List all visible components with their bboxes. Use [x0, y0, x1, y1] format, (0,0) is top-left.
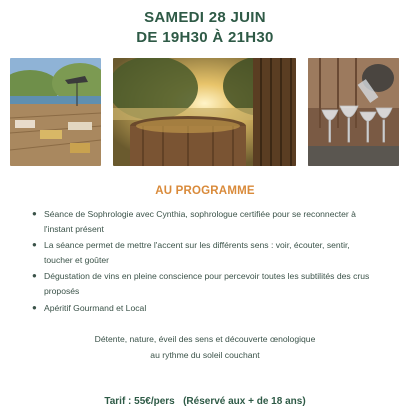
bullet-icon: ● — [32, 271, 37, 281]
sunset-hot-tub-photo — [113, 58, 296, 166]
bullet-icon: ● — [32, 209, 37, 218]
tagline-line-1: Détente, nature, éveil des sens et découverte œnologique — [94, 334, 316, 344]
bullet-icon: ● — [32, 302, 37, 312]
bullet-icon: ● — [32, 240, 37, 250]
event-date: SAMEDI 28 JUIN — [144, 9, 266, 26]
list-item-text: La séance permet de mettre l'accent sur les différents sens : voir, écouter, sentir, toucher et goûter — [44, 240, 350, 265]
list-item-text: Apéritif Gourmand et Local — [44, 302, 147, 313]
program-list — [28, 207, 378, 317]
program-heading: AU PROGRAMME — [155, 185, 255, 197]
list-item-text: Séance de Sophrologie avec Cynthia, sophrologue certifiée pour se reconnecter à l'instant présent — [44, 209, 356, 234]
list-item-text: Dégustation de vins en pleine conscience pour percevoir toutes les subtilités des crus proposés — [44, 271, 370, 296]
wine-glasses-photo — [308, 58, 399, 166]
list-item — [28, 301, 378, 316]
outdoor-lounge-photo — [10, 58, 101, 166]
list-item — [28, 269, 378, 298]
price-line: Tarif : 55€/pers (Réservé aux + de 18 ans) — [104, 396, 306, 407]
event-time: DE 19H30 À 21H30 — [136, 29, 274, 46]
tagline-line-2: au rythme du soleil couchant — [150, 350, 260, 360]
list-item — [28, 207, 378, 236]
list-item — [28, 238, 378, 267]
